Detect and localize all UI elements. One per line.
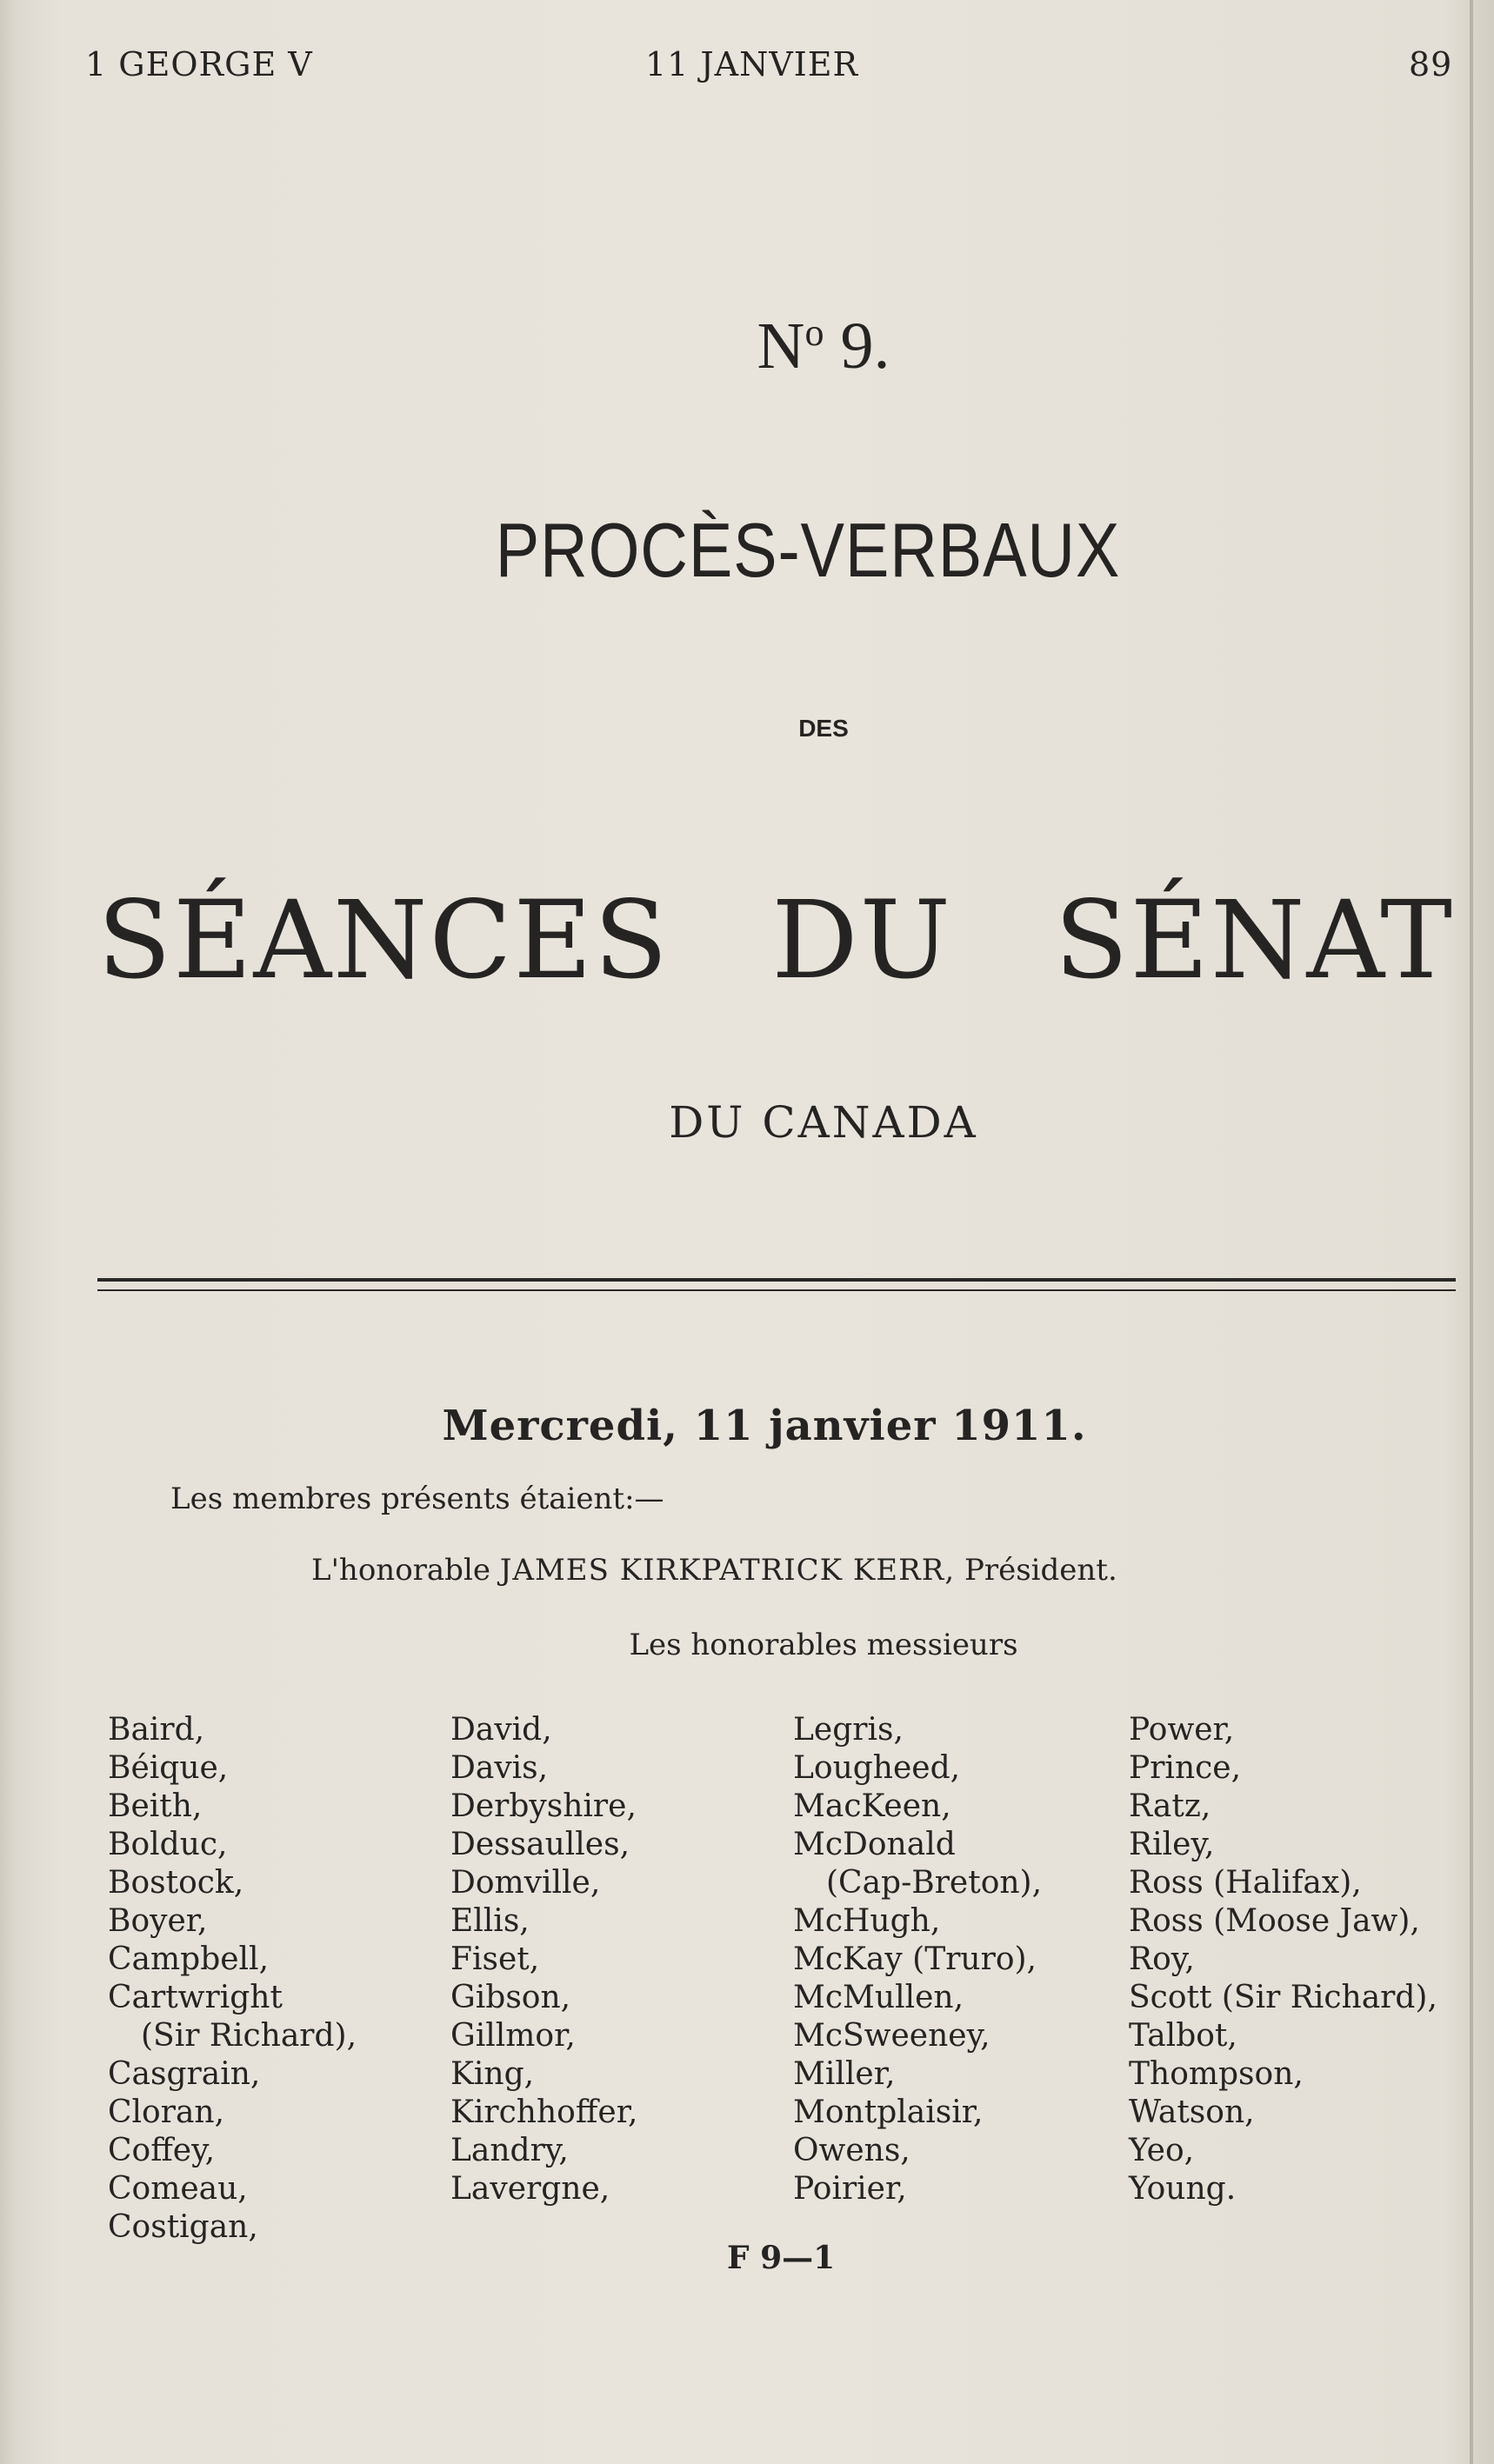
member-name: Legris,	[793, 1712, 904, 1748]
member-name: Montplaisir,	[793, 2094, 984, 2130]
member-name: Ellis,	[450, 1903, 530, 1939]
member-name: Gillmor,	[450, 2018, 576, 2054]
member-name: Fiset,	[450, 1941, 540, 1977]
member-name: Watson,	[1129, 2094, 1255, 2130]
member-name: Yeo,	[1129, 2133, 1195, 2168]
member-name: Bostock,	[108, 1865, 244, 1901]
member-name: Thompson,	[1129, 2056, 1304, 2092]
double-rule-bottom	[97, 1289, 1456, 1291]
member-name: Poirier,	[793, 2171, 907, 2207]
page-number: 89	[1409, 45, 1453, 83]
header-date: 11 JANVIER	[645, 45, 859, 83]
member-name: Casgrain,	[108, 2056, 261, 2092]
member-name: Cartwright	[108, 1980, 283, 2015]
members-column-2	[450, 1711, 637, 2208]
member-name: Comeau,	[108, 2171, 248, 2207]
member-name: Coffey,	[108, 2133, 216, 2168]
member-name: McMullen,	[793, 1980, 964, 2015]
member-name: Cloran,	[108, 2094, 225, 2130]
member-name: Owens,	[793, 2133, 910, 2168]
president-title: Président.	[964, 1553, 1117, 1588]
member-name: Ratz,	[1129, 1788, 1211, 1824]
members-column-4	[1129, 1711, 1437, 2208]
member-name: Young.	[1129, 2171, 1237, 2207]
member-name: Ross (Halifax),	[1129, 1865, 1362, 1901]
issue-number-sup: o	[804, 311, 824, 354]
member-name: McHugh,	[793, 1903, 941, 1939]
honorables-heading: Les honorables messieurs	[629, 1628, 1018, 1662]
member-name: Power,	[1129, 1712, 1235, 1748]
president-prefix: L'honorable	[311, 1553, 490, 1588]
title-du-canada: DU CANADA	[669, 1097, 978, 1148]
member-name-continuation: (Sir Richard),	[141, 2018, 357, 2054]
member-name: Boyer,	[108, 1903, 208, 1939]
member-name: David,	[450, 1712, 552, 1748]
signature-mark: F 9—1	[727, 2240, 836, 2276]
members-column-1	[108, 1711, 357, 2247]
member-name: Campbell,	[108, 1941, 270, 1977]
member-name-continuation: (Cap-Breton),	[826, 1865, 1043, 1901]
member-name: Derbyshire,	[450, 1788, 637, 1824]
issue-number	[77, 309, 1494, 384]
issue-number-prefix: N	[757, 310, 805, 383]
member-name: Davis,	[450, 1750, 549, 1786]
member-name: Lavergne,	[450, 2171, 610, 2207]
member-name: McKay (Truro),	[793, 1941, 1037, 1977]
member-name: Béique,	[108, 1750, 229, 1786]
president-line	[311, 1553, 1117, 1588]
president-name: JAMES KIRKPATRICK KERR,	[499, 1553, 956, 1588]
member-name: Prince,	[1129, 1750, 1242, 1786]
issue-number-value: 9.	[840, 310, 890, 383]
member-name: Bolduc,	[108, 1827, 228, 1862]
members-present-intro: Les membres présents étaient:—	[170, 1482, 664, 1516]
double-rule-top	[97, 1278, 1456, 1282]
member-name: Ross (Moose Jaw),	[1129, 1903, 1420, 1939]
member-name: Talbot,	[1129, 2018, 1237, 2054]
member-name: Dessaulles,	[450, 1827, 630, 1862]
member-name: Roy,	[1129, 1941, 1195, 1977]
member-name: Beith,	[108, 1788, 203, 1824]
member-name: McDonald	[793, 1827, 956, 1862]
member-name: McSweeney,	[793, 2018, 990, 2054]
members-column-3	[793, 1711, 1042, 2208]
member-name: Domville,	[450, 1865, 601, 1901]
member-name: Scott (Sir Richard),	[1129, 1980, 1437, 2015]
member-name: Costigan,	[108, 2209, 258, 2245]
title-proces-verbaux: PROCÈS-VERBAUX	[495, 507, 1121, 593]
header-regnal-year: 1 GEORGE V	[85, 45, 313, 83]
member-name: MacKeen,	[793, 1788, 951, 1824]
member-name: Baird,	[108, 1712, 205, 1748]
member-name: King,	[450, 2056, 535, 2092]
member-name: Gibson,	[450, 1980, 571, 2015]
member-name: Kirchhoffer,	[450, 2094, 638, 2130]
title-des: DES	[798, 715, 849, 742]
member-name: Riley,	[1129, 1827, 1215, 1862]
session-date: Mercredi, 11 janvier 1911.	[442, 1402, 1087, 1450]
member-name: Landry,	[450, 2133, 569, 2168]
title-seances-du-senat: SÉANCES DU SÉNAT	[97, 878, 1454, 1003]
member-name: Lougheed,	[793, 1750, 961, 1786]
member-name: Miller,	[793, 2056, 896, 2092]
